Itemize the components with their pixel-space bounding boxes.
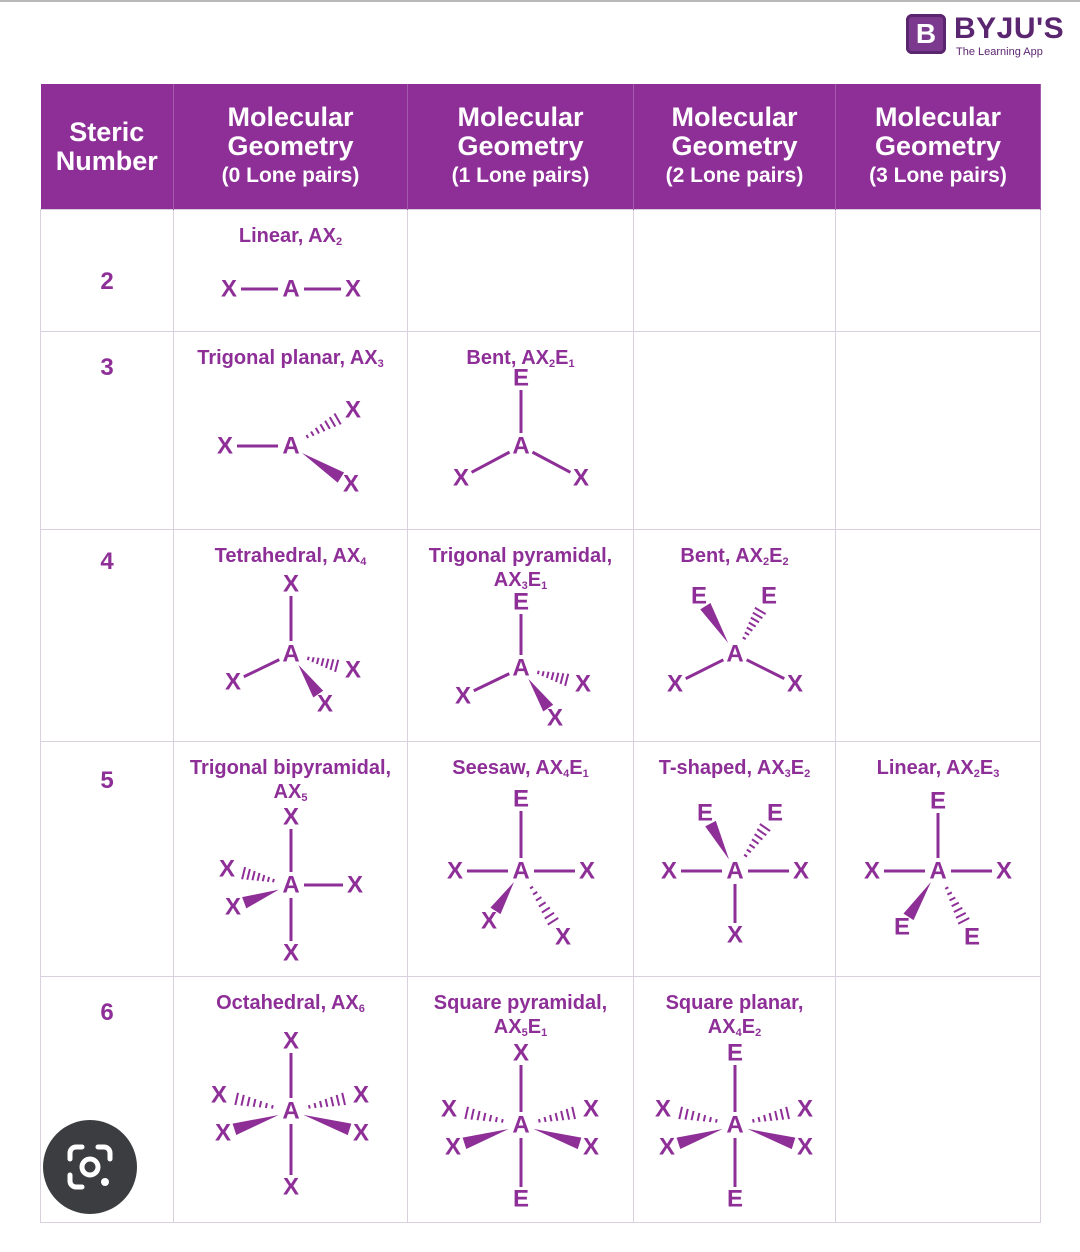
- single-bond: [243, 660, 278, 677]
- geometry-name: [634, 991, 835, 1045]
- ligand-atom-label: X: [786, 670, 803, 698]
- ligand-atom-label: X: [344, 275, 361, 303]
- hashed-bond: [235, 1093, 272, 1109]
- geometry-cell: [836, 977, 1041, 1223]
- geometry-cell: [408, 332, 634, 530]
- central-atom-label: A: [725, 640, 744, 668]
- lone-pair-label: E: [963, 923, 981, 951]
- header-steric-label: Steric Number: [55, 116, 158, 176]
- ligand-atom-label: X: [440, 1095, 457, 1123]
- molecule-diagram: [421, 588, 621, 738]
- header-title: Molecular Geometry: [874, 101, 1002, 161]
- ligand-atom-label: X: [582, 1133, 599, 1161]
- header-lp1: [408, 84, 634, 210]
- geometry-name: [174, 756, 407, 810]
- ligand-atom-label: X: [796, 1133, 813, 1161]
- byjus-logo: [906, 12, 1072, 60]
- hashed-bond: [306, 414, 340, 439]
- geometry-name: Seesaw, $AX_4E_1$: [452, 757, 589, 780]
- ligand-atom-label: X: [654, 1095, 671, 1123]
- ligand-atom-label: X: [554, 923, 571, 951]
- wedge-bond: [303, 1115, 351, 1135]
- geometry-formula: $AX_3E_1$: [493, 569, 548, 592]
- lone-pair-label: E: [760, 582, 777, 610]
- geometry-formula: $AX_5$: [273, 781, 308, 804]
- ligand-atom-label: X: [282, 939, 299, 967]
- lone-pair-label: E: [929, 787, 947, 815]
- geometry-name: Trigonal planar, $AX_3$: [197, 347, 384, 370]
- geometry-name-line: Square pyramidal,: [433, 992, 608, 1014]
- ligand-atom-label: X: [658, 1133, 675, 1161]
- wedge-bond: [301, 453, 343, 483]
- hashed-bond: [742, 608, 765, 639]
- header-title: Molecular Geometry: [671, 101, 798, 161]
- header-row: [41, 84, 1041, 210]
- hashed-bond: [752, 1107, 788, 1123]
- header-steric-number: [41, 84, 174, 210]
- ligand-atom-label: X: [216, 432, 233, 460]
- steric-number-cell: 5: [41, 742, 174, 977]
- geometry-cell: [836, 332, 1041, 530]
- header-lone-pairs: (3 Lone pairs): [869, 163, 1007, 187]
- geometry-cell: [634, 332, 836, 530]
- ligand-atom-label: X: [282, 1173, 299, 1201]
- ligand-atom-label: X: [512, 1039, 529, 1067]
- lone-pair-label: E: [512, 364, 529, 392]
- single-bond: [471, 452, 509, 472]
- geometry-formula: $AX_4E_2$: [707, 1016, 762, 1039]
- ligand-atom-label: X: [546, 704, 563, 732]
- geometry-cell: [174, 332, 408, 530]
- geometry-name-line: Trigonal pyramidal,: [428, 545, 613, 567]
- ligand-atom-label: X: [444, 1133, 461, 1161]
- geometry-row: [41, 742, 1041, 977]
- molecule-diagram: [421, 1039, 621, 1213]
- header-lp3: [836, 84, 1041, 210]
- ligand-atom-label: X: [352, 1119, 369, 1147]
- central-atom-label: A: [281, 871, 300, 899]
- wedge-bond: [232, 1115, 278, 1135]
- ligand-atom-label: X: [796, 1095, 813, 1123]
- header-lone-pairs: (2 Lone pairs): [665, 163, 804, 187]
- geometry-row: [41, 332, 1041, 530]
- lone-pair-label: E: [726, 1185, 743, 1213]
- molecule-diagram: [421, 364, 621, 516]
- hashed-bond: [537, 671, 567, 686]
- geometry-row: [41, 210, 1041, 332]
- ligand-atom-label: X: [218, 855, 235, 883]
- steric-number-cell: 4: [41, 530, 174, 742]
- geometry-cell: [174, 977, 408, 1223]
- header-lone-pairs: (0 Lone pairs): [221, 163, 360, 187]
- ligand-atom-label: X: [352, 1081, 369, 1109]
- wedge-bond: [242, 890, 279, 909]
- hashed-bond: [538, 1107, 574, 1123]
- ligand-atom-label: X: [210, 1081, 227, 1109]
- central-atom-label: A: [511, 1111, 530, 1139]
- geometry-cell: [634, 742, 836, 977]
- molecule-diagram: [191, 376, 391, 516]
- molecule-diagram: [635, 574, 835, 734]
- logo-name: BYJU'S: [954, 12, 1065, 45]
- lone-pair-label: E: [690, 582, 707, 610]
- central-atom-label: A: [725, 857, 744, 885]
- geometry-cell: [408, 530, 634, 742]
- hashed-bond: [308, 1093, 344, 1109]
- header-title: Molecular Geometry: [457, 101, 584, 161]
- ligand-atom-label: X: [578, 857, 595, 885]
- geometry-cell: [836, 210, 1041, 332]
- geometry-formula: $AX_5E_1$: [493, 1016, 548, 1039]
- geometry-cell: [174, 210, 408, 332]
- ligand-atom-label: X: [344, 656, 361, 684]
- geometry-name: Bent, $AX_2E_2$: [680, 545, 789, 568]
- molecule-diagram: [191, 570, 391, 734]
- logo-tagline: The Learning App: [956, 46, 1043, 58]
- ligand-atom-label: X: [282, 803, 299, 831]
- central-atom-label: A: [511, 432, 530, 460]
- ligand-atom-label: X: [452, 464, 469, 492]
- ligand-atom-label: X: [863, 857, 881, 885]
- hashed-bond: [530, 887, 558, 925]
- ligand-atom-label: X: [446, 857, 463, 885]
- header-lone-pairs: (1 Lone pairs): [451, 163, 590, 187]
- hashed-bond: [242, 867, 274, 882]
- geometry-name: Tetrahedral, $AX_4$: [214, 545, 367, 568]
- ligand-atom-label: X: [995, 857, 1013, 885]
- lone-pair-label: E: [766, 799, 783, 827]
- geometry-name: T-shaped, $AX_3E_2$: [658, 757, 811, 780]
- steric-number-cell: 2: [41, 210, 174, 332]
- molecule-diagram: [191, 803, 391, 967]
- header-title: Molecular Geometry: [227, 101, 354, 161]
- wedge-bond: [676, 1129, 722, 1149]
- geometry-name: Octahedral, $AX_6$: [216, 992, 365, 1015]
- lone-pair-label: E: [512, 1185, 529, 1213]
- molecule-diagram: [191, 1021, 391, 1201]
- vsepr-table: [40, 84, 1041, 1223]
- ligand-atom-label: X: [342, 470, 359, 498]
- central-atom-label: A: [281, 432, 300, 460]
- single-bond: [685, 660, 723, 679]
- ligand-atom-label: X: [316, 690, 333, 718]
- central-atom-label: A: [511, 654, 530, 682]
- geometry-name-line: Square planar,: [665, 992, 804, 1014]
- single-bond: [532, 452, 570, 472]
- single-bond: [746, 660, 784, 679]
- ligand-atom-label: X: [346, 871, 363, 899]
- lone-pair-label: E: [726, 1039, 743, 1067]
- hashed-bond: [307, 657, 337, 672]
- geometry-name: Linear, $AX_2E_3$: [876, 757, 1000, 780]
- lens-glyph: [64, 1141, 116, 1193]
- lone-pair-label: E: [512, 588, 529, 616]
- wedge-bond: [533, 1129, 581, 1149]
- header-lp2: [634, 84, 836, 210]
- central-atom-label: A: [281, 275, 300, 303]
- ligand-atom-label: X: [224, 668, 241, 696]
- central-atom-label: A: [281, 1097, 300, 1125]
- top-divider: [0, 0, 1080, 2]
- ligand-atom-label: X: [220, 275, 237, 303]
- ligand-atom-label: X: [726, 921, 743, 949]
- ligand-atom-label: X: [574, 670, 591, 698]
- geometry-cell: [836, 530, 1041, 742]
- ligand-atom-label: X: [660, 857, 677, 885]
- ligand-atom-label: X: [224, 893, 241, 921]
- central-atom-label: A: [511, 857, 530, 885]
- google-lens-icon[interactable]: [43, 1120, 137, 1214]
- central-atom-label: A: [929, 857, 947, 885]
- ligand-atom-label: X: [214, 1119, 231, 1147]
- ligand-atom-label: X: [480, 907, 497, 935]
- hashed-bond: [679, 1107, 716, 1123]
- wedge-bond: [705, 821, 729, 860]
- geometry-name: Bent, $AX_2E_1$: [466, 347, 575, 370]
- geometry-row: [41, 977, 1041, 1223]
- header-lp0: [174, 84, 408, 210]
- geometry-row: [41, 530, 1041, 742]
- geometry-name-line: Trigonal bipyramidal,: [189, 757, 392, 779]
- geometry-cell: [408, 977, 634, 1223]
- hashed-bond: [744, 824, 770, 857]
- ligand-atom-label: X: [282, 570, 299, 598]
- ligand-atom-label: X: [344, 396, 361, 424]
- geometry-cell: [174, 530, 408, 742]
- geometry-name: [408, 991, 633, 1045]
- geometry-cell: [836, 742, 1041, 977]
- wedge-bond: [747, 1129, 795, 1149]
- geometry-cell: [634, 977, 836, 1223]
- lone-pair-label: E: [696, 799, 713, 827]
- wedge-bond: [462, 1129, 508, 1149]
- ligand-atom-label: X: [572, 464, 589, 492]
- ligand-atom-label: X: [666, 670, 683, 698]
- central-atom-label: A: [725, 1111, 744, 1139]
- hashed-bond: [465, 1107, 502, 1123]
- ligand-atom-label: X: [282, 1027, 299, 1055]
- geometry-cell: [408, 210, 634, 332]
- hashed-bond: [945, 887, 969, 923]
- molecule-diagram: [635, 786, 835, 956]
- molecule-diagram: [635, 1039, 835, 1213]
- ligand-atom-label: X: [454, 682, 471, 710]
- lone-pair-label: E: [893, 913, 911, 941]
- central-atom-label: A: [281, 640, 300, 668]
- geometry-cell: [634, 530, 836, 742]
- ligand-atom-label: X: [792, 857, 809, 885]
- lone-pair-label: E: [512, 785, 529, 813]
- ligand-atom-label: X: [582, 1095, 599, 1123]
- logo-mark: B: [906, 14, 946, 54]
- molecule-diagram: [421, 786, 621, 956]
- geometry-cell: [634, 210, 836, 332]
- geometry-cell: [408, 742, 634, 977]
- geometry-cell: [174, 742, 408, 977]
- steric-number-cell: 3: [41, 332, 174, 530]
- molecule-diagram: [191, 254, 391, 324]
- steric-number-cell: 6: [41, 977, 174, 1223]
- geometry-name: Linear, $AX_2$: [238, 225, 343, 248]
- single-bond: [473, 674, 508, 691]
- molecule-diagram: [838, 786, 1038, 956]
